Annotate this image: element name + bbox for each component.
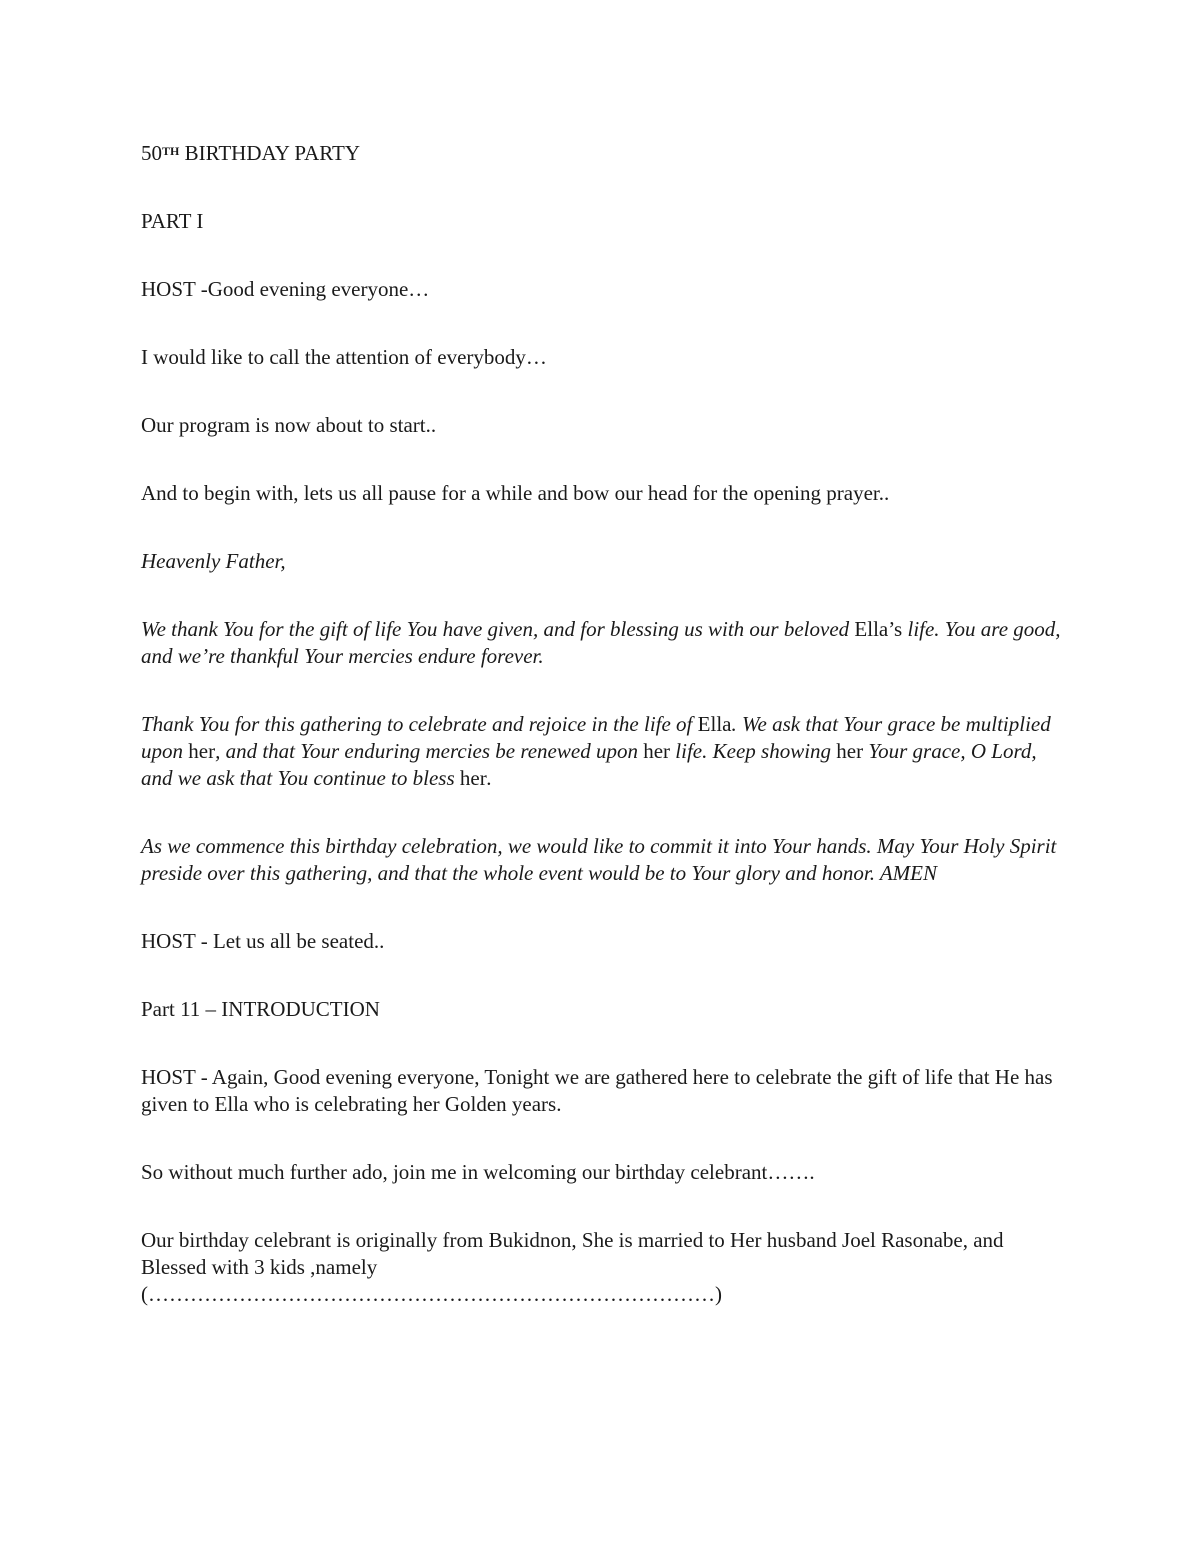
- prayer-salutation: [141, 548, 1071, 575]
- prayer-paragraph-2: [141, 711, 1071, 792]
- welcome-line: So without much further ado, join me in welcoming our birthday celebrant…….: [141, 1160, 815, 1184]
- prayer-p2-her-1: her: [188, 739, 216, 763]
- host-greeting: HOST -Good evening everyone…: [141, 277, 430, 301]
- document-body: [141, 140, 1071, 1308]
- host-seated-line: HOST - Let us all be seated..: [141, 929, 385, 953]
- part1-heading: PART I: [141, 209, 204, 233]
- prayer-p1-name: Ella’s: [854, 617, 903, 641]
- part2-heading: Part 11 – INTRODUCTION: [141, 997, 380, 1021]
- prayer-p2-her-2: her: [643, 739, 671, 763]
- program-start-line: Our program is now about to start..: [141, 413, 437, 437]
- title-number: 50: [141, 141, 162, 165]
- prayer-p2-part-a: Thank You for this gathering to celebrate and rejoice in the life of: [141, 712, 698, 736]
- prayer-salutation-text: Heavenly Father,: [141, 549, 286, 573]
- celebrant-intro-text: Our birthday celebrant is originally from Bukidnon, She is married to Her husband Joel Rasonabe, and Blessed with 3 kids ,namely: [141, 1228, 1004, 1279]
- title-superscript: TH: [162, 144, 180, 158]
- prayer-p2-part-d: life. Keep showing: [670, 739, 837, 763]
- prayer-p2-part-c: , and that Your enduring mercies be renewed upon: [215, 739, 644, 763]
- prayer-paragraph-1: [141, 616, 1071, 670]
- prayer-p2-part-e: Your grace, O Lord, and we ask that You continue to bless: [141, 739, 1037, 790]
- document-title: [141, 140, 1071, 167]
- attention-line: I would like to call the attention of everybody…: [141, 345, 547, 369]
- prayer-p1-part-b: life. You are good, and we’re thankful Your mercies endure forever.: [141, 617, 1061, 668]
- prayer-p1-part-a: We thank You for the gift of life You have given, and for blessing us with our beloved: [141, 617, 855, 641]
- kids-blank: (………………………………………………………………………): [141, 1282, 722, 1306]
- prayer-p2-part-f: .: [486, 766, 492, 790]
- prayer-paragraph-3: [141, 833, 1071, 887]
- prayer-p2-part-b: . We ask that Your grace be multiplied upon: [141, 712, 1051, 763]
- prayer-p2-her-4: her: [459, 766, 487, 790]
- prayer-p2-name: Ella: [697, 712, 732, 736]
- host-again-paragraph: HOST - Again, Good evening everyone, Tonight we are gathered here to celebrate the gift of life that He has given to Ella who is celebrating her Golden years.: [141, 1065, 1053, 1116]
- prayer-p3-text: As we commence this birthday celebration, we would like to commit it into Your hands. May Your Holy Spirit preside over this gathering, and that the whole event would be to Your glory and honor. AMEN: [141, 834, 1057, 885]
- prayer-p2-her-3: her: [836, 739, 864, 763]
- celebrant-intro-paragraph: [141, 1227, 1071, 1308]
- title-text: BIRTHDAY PARTY: [179, 141, 361, 165]
- begin-prayer-line: And to begin with, lets us all pause for a while and bow our head for the opening prayer..: [141, 481, 890, 505]
